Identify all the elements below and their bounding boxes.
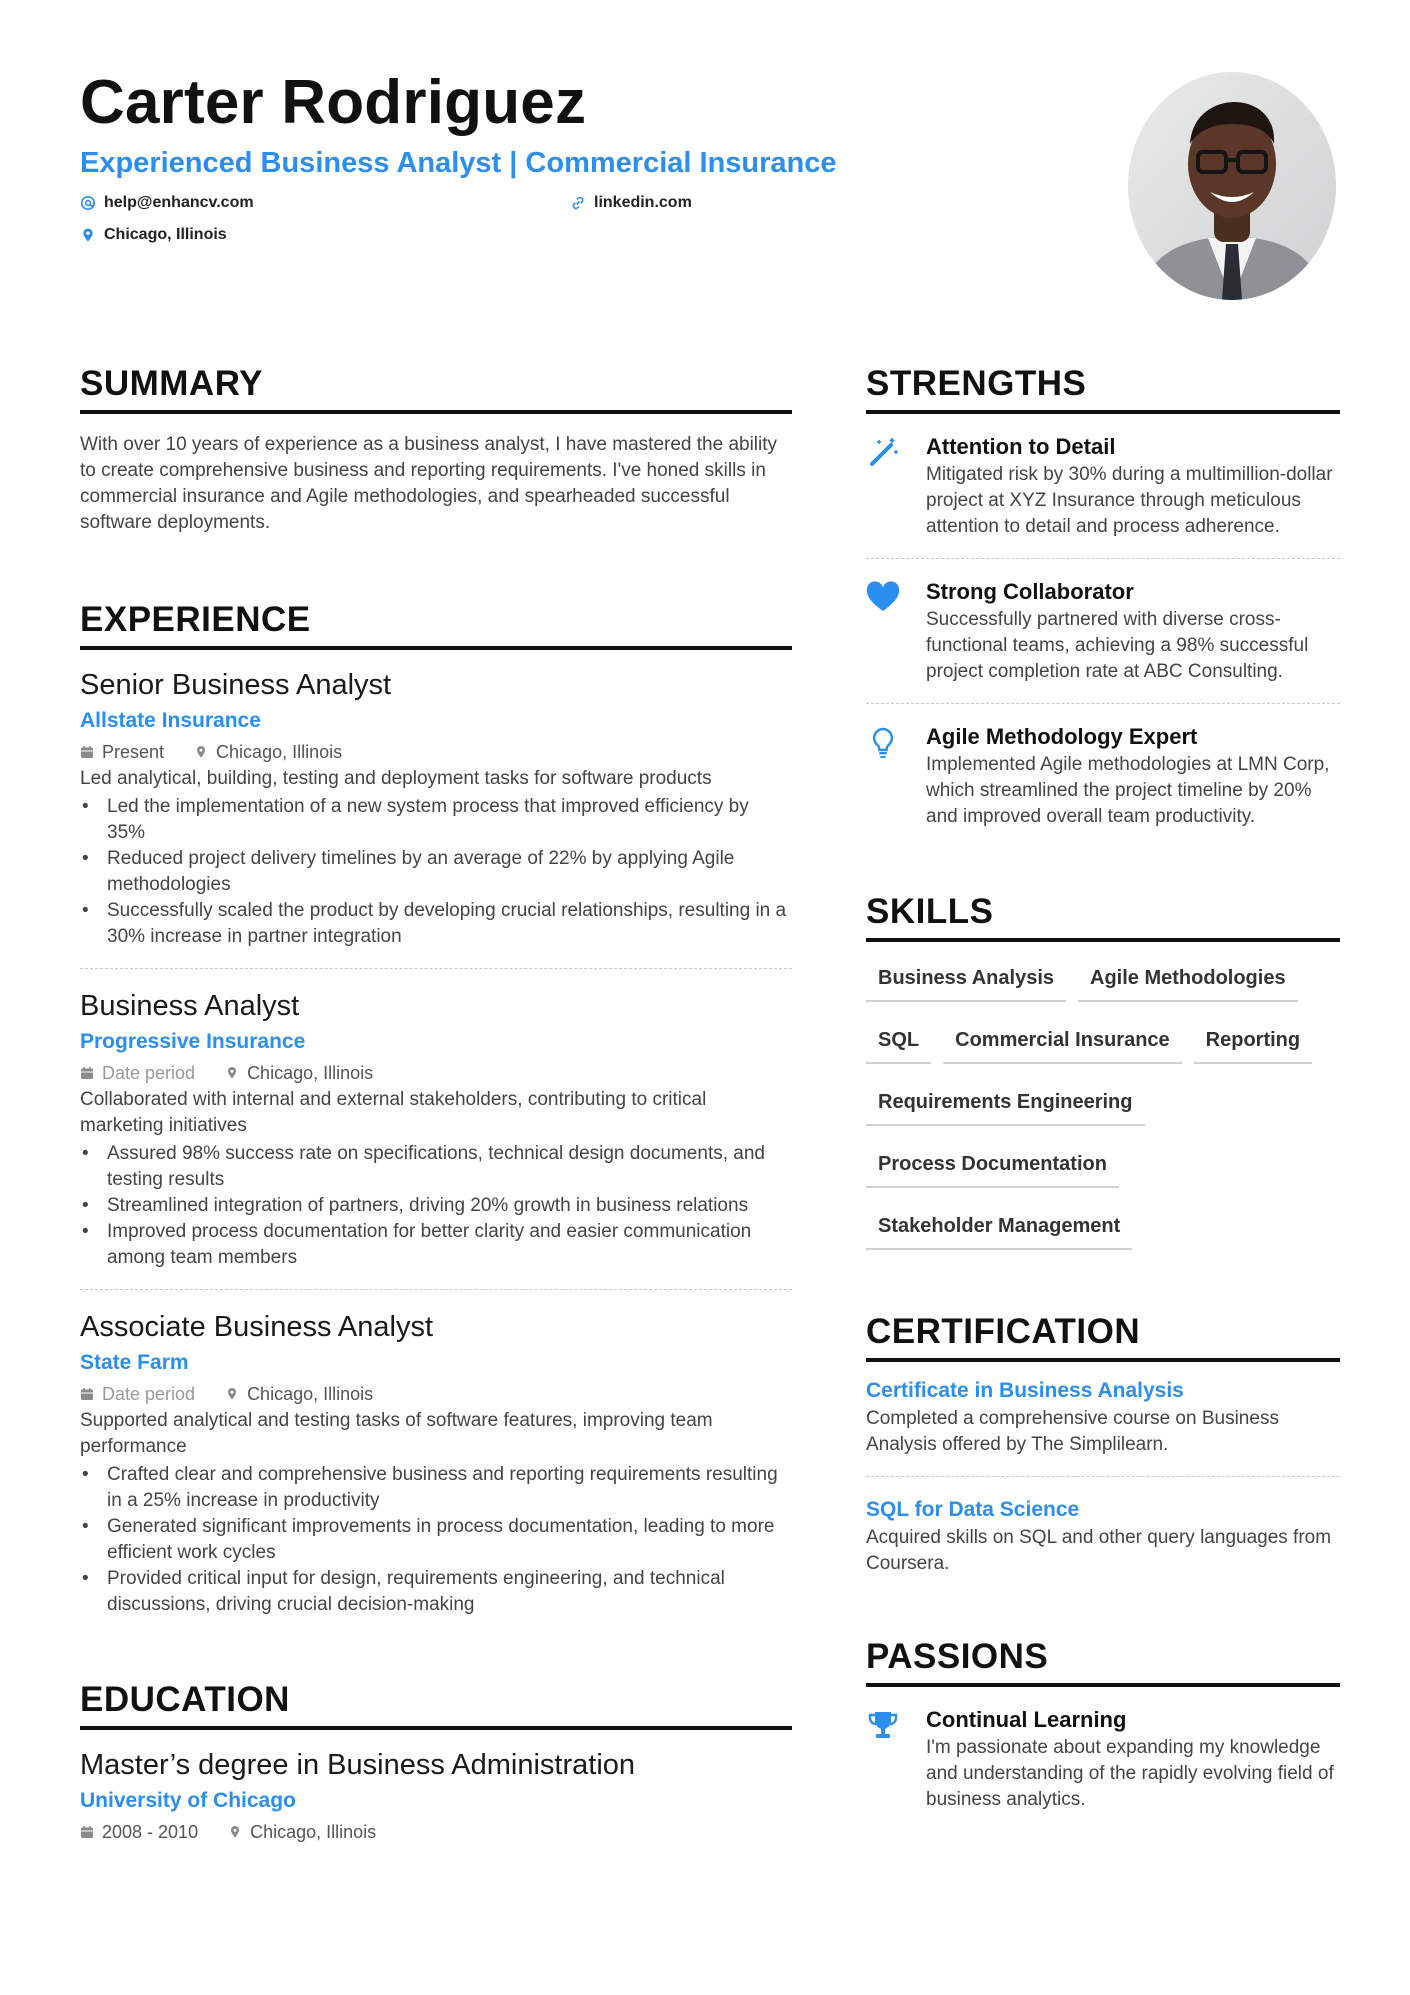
job-location-text: Chicago, Illinois [247, 1384, 374, 1404]
location-pin-icon [225, 1066, 239, 1080]
education-entry [80, 1746, 792, 1846]
job-bullet: • Assured 98% success rate on specifications, technical design documents, and testing results [80, 1141, 792, 1193]
strength-icon-wrap [866, 432, 908, 540]
skill-tag: Stakeholder Management [866, 1206, 1132, 1250]
location-pin-icon [194, 745, 208, 759]
heart-icon [866, 581, 900, 615]
skill-tag: Agile Methodologies [1078, 958, 1298, 1002]
job-title: Senior Business Analyst [80, 669, 392, 701]
strength-title: Agile Methodology Expert [926, 724, 1198, 749]
divider [80, 968, 792, 969]
calendar-icon [80, 1825, 94, 1839]
job-bullet: • Successfully scaled the product by developing crucial relationships, resulting in a 30% increase in partner integration [80, 898, 792, 950]
strength-title: Attention to Detail [926, 434, 1116, 459]
job-location [225, 1059, 373, 1087]
job-location-text: Chicago, Illinois [247, 1063, 374, 1083]
job-date [80, 1380, 195, 1408]
passion-text: I'm passionate about expanding my knowledge and understanding of the rapidly evolving field of business analytics. [926, 1737, 1334, 1810]
job-bullets [80, 1462, 792, 1618]
strength-content [926, 722, 1340, 830]
job-bullets [80, 794, 792, 950]
job-meta [80, 1380, 792, 1408]
job-date-text: Date period [102, 1384, 196, 1404]
magic-wand-icon [866, 436, 900, 470]
experience-entry [80, 1308, 792, 1618]
strength-item [866, 577, 1340, 685]
certification-entry [866, 1376, 1340, 1458]
skills-list [866, 958, 1340, 1250]
job-company: Progressive Insurance [80, 1030, 306, 1053]
job-description: Supported analytical and testing tasks of software features, improving team performance [80, 1410, 713, 1457]
location-pin-icon [80, 227, 96, 243]
skill-tag: Business Analysis [866, 958, 1066, 1002]
summary-section [80, 362, 792, 536]
certification-text: Completed a comprehensive course on Business Analysis offered by The Simplilearn. [866, 1408, 1279, 1455]
experience-section [80, 598, 792, 1618]
strength-text: Successfully partnered with diverse cross-functional teams, achieving a 98% successful project completion rate at ABC Consulting. [926, 609, 1309, 682]
job-bullet: • Crafted clear and comprehensive business and reporting requirements resulting in a 25% increase in productivity [80, 1462, 792, 1514]
skill-tag: Process Documentation [866, 1144, 1119, 1188]
calendar-icon [80, 1387, 94, 1401]
strength-text: Mitigated risk by 30% during a multimillion-dollar project at XYZ Insurance through meticulous attention to detail and process adherence. [926, 464, 1333, 537]
contact-info [80, 192, 1100, 256]
job-location-text: Chicago, Illinois [216, 742, 343, 762]
job-date-text: Date period [102, 1063, 196, 1083]
candidate-name: Carter Rodriguez [80, 68, 587, 137]
contact-email[interactable] [80, 192, 254, 214]
job-description: Collaborated with internal and external stakeholders, contributing to critical marketing initiatives [80, 1089, 707, 1136]
certification-title: SQL for Data Science [866, 1498, 1080, 1521]
education-date [80, 1818, 198, 1846]
passions-heading: PASSIONS [866, 1635, 1340, 1687]
strength-icon-wrap [866, 722, 908, 830]
job-bullets [80, 1141, 792, 1271]
summary-text: With over 10 years of experience as a business analyst, I have mastered the ability to create comprehensive business and reporting requirements. I've honed skills in commercial insurance and Agile methodologies, and spearheaded successful software deployments. [80, 434, 778, 533]
contact-linkedin[interactable] [570, 192, 692, 214]
certification-section [866, 1310, 1340, 1577]
education-heading: EDUCATION [80, 1678, 792, 1730]
linkedin-text: linkedin.com [594, 194, 692, 211]
strength-item [866, 722, 1340, 830]
education-location-text: Chicago, Illinois [250, 1822, 377, 1842]
job-title: Associate Business Analyst [80, 1311, 434, 1343]
location-pin-icon [225, 1387, 239, 1401]
location-pin-icon [228, 1825, 242, 1839]
strength-text: Implemented Agile methodologies at LMN Corp, which streamlined the project timeline by 20% and improved overall team productivity. [926, 754, 1330, 827]
job-location [194, 738, 342, 766]
job-description: Led analytical, building, testing and deployment tasks for software products [80, 768, 712, 789]
job-bullet: • Reduced project delivery timelines by an average of 22% by applying Agile methodologies [80, 846, 792, 898]
school-name: University of Chicago [80, 1789, 296, 1812]
calendar-icon [80, 745, 94, 759]
job-date [80, 1059, 195, 1087]
candidate-headline: Experienced Business Analyst | Commercial Insurance [80, 147, 837, 179]
passion-content [926, 1705, 1340, 1813]
job-location [225, 1380, 373, 1408]
skills-section [866, 890, 1340, 1250]
job-title: Business Analyst [80, 990, 300, 1022]
divider [80, 1289, 792, 1290]
passion-title: Continual Learning [926, 1707, 1127, 1732]
strengths-heading: STRENGTHS [866, 362, 1340, 414]
job-company: Allstate Insurance [80, 709, 261, 732]
resume-header [80, 66, 1100, 256]
passion-item [866, 1705, 1340, 1813]
education-section [80, 1678, 792, 1846]
avatar [1128, 72, 1336, 300]
profile-photo [1128, 72, 1336, 300]
education-date-text: 2008 - 2010 [102, 1822, 199, 1842]
degree-title: Master’s degree in Business Administration [80, 1749, 636, 1781]
skill-tag: SQL [866, 1020, 931, 1064]
passion-icon-wrap [866, 1705, 908, 1813]
experience-entry [80, 987, 792, 1271]
job-date [80, 738, 164, 766]
divider [866, 703, 1340, 704]
divider [866, 1476, 1340, 1477]
job-meta [80, 738, 792, 766]
lightbulb-icon [866, 726, 900, 760]
job-date-text: Present [102, 742, 165, 762]
skill-tag: Commercial Insurance [943, 1020, 1182, 1064]
at-icon [80, 195, 96, 211]
strengths-section [866, 362, 1340, 830]
job-meta [80, 1059, 792, 1087]
passions-section [866, 1635, 1340, 1813]
email-text: help@enhancv.com [104, 194, 254, 211]
strength-content [926, 432, 1340, 540]
certification-text: Acquired skills on SQL and other query languages from Coursera. [866, 1527, 1332, 1574]
certification-title: Certificate in Business Analysis [866, 1379, 1184, 1402]
experience-heading: EXPERIENCE [80, 598, 792, 650]
left-column [80, 362, 792, 1846]
job-bullet: • Improved process documentation for better clarity and easier communication among team members [80, 1219, 792, 1271]
certification-heading: CERTIFICATION [866, 1310, 1340, 1362]
job-bullet: • Provided critical input for design, requirements engineering, and technical discussions, driving crucial decision-making [80, 1566, 792, 1618]
job-bullet: • Streamlined integration of partners, driving 20% growth in business relations [80, 1193, 792, 1219]
job-bullet: • Generated significant improvements in process documentation, leading to more efficient work cycles [80, 1514, 792, 1566]
skills-heading: SKILLS [866, 890, 1340, 942]
divider [866, 558, 1340, 559]
location-text: Chicago, Illinois [104, 226, 227, 243]
education-location [228, 1818, 376, 1846]
experience-entry [80, 666, 792, 950]
trophy-icon [866, 1709, 900, 1743]
skill-tag: Requirements Engineering [866, 1082, 1145, 1126]
job-bullet: • Led the implementation of a new system process that improved efficiency by 35% [80, 794, 792, 846]
strength-item [866, 432, 1340, 540]
calendar-icon [80, 1066, 94, 1080]
contact-location [80, 224, 227, 246]
skill-tag: Reporting [1194, 1020, 1312, 1064]
certification-entry [866, 1495, 1340, 1577]
right-column [866, 362, 1340, 1813]
link-icon [570, 195, 586, 211]
strength-title: Strong Collaborator [926, 579, 1134, 604]
strength-icon-wrap [866, 577, 908, 685]
job-company: State Farm [80, 1351, 189, 1374]
education-meta [80, 1818, 792, 1846]
summary-heading: SUMMARY [80, 362, 792, 414]
strength-content [926, 577, 1340, 685]
